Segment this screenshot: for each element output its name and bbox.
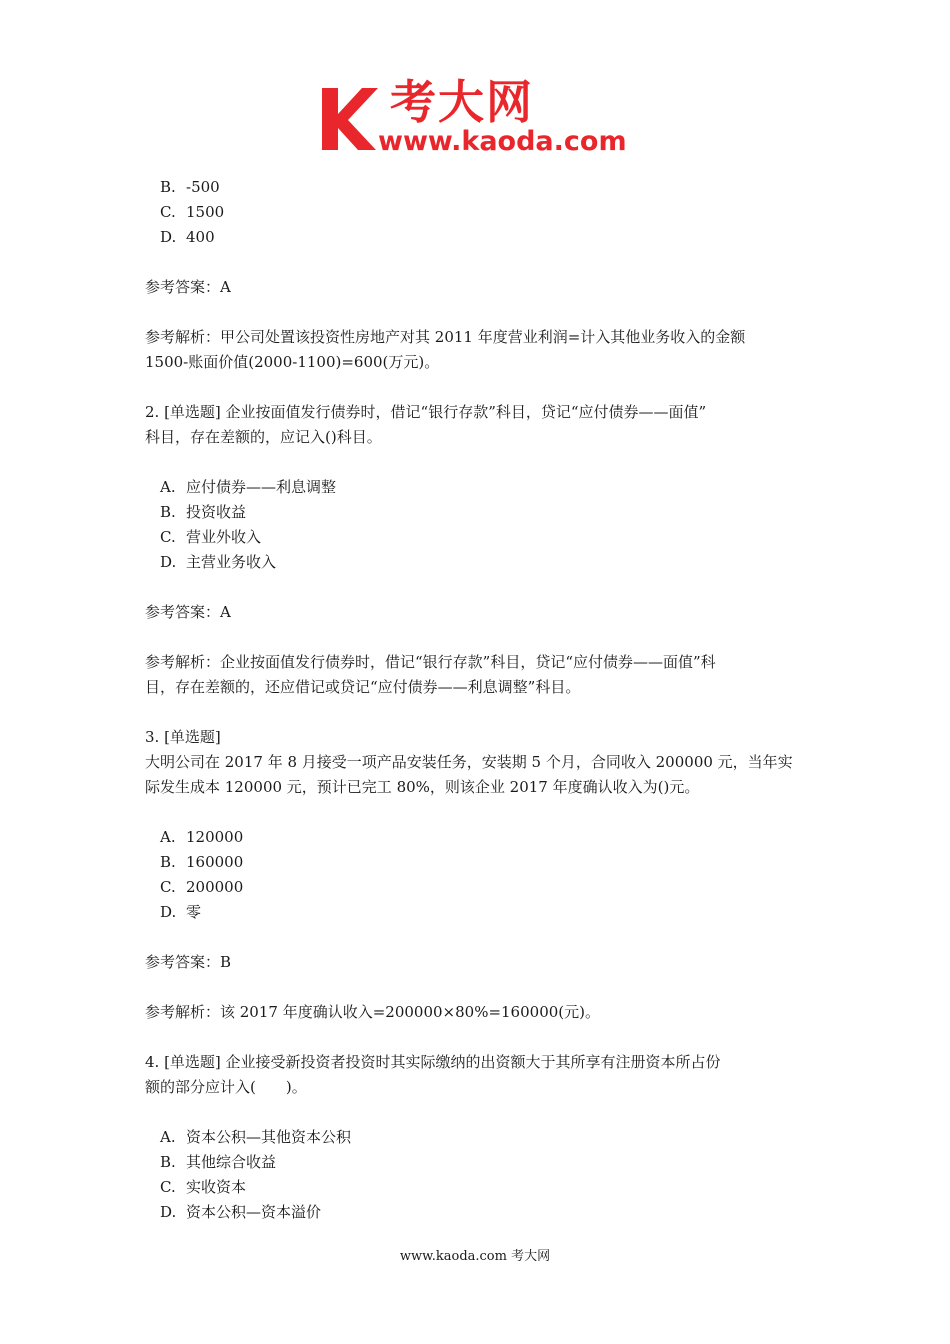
q1-analysis-line: 1500-账面价值(2000-1100)=600(万元)。 <box>145 353 440 371</box>
q4-option-b: B. 其他综合收益 <box>160 1153 277 1171</box>
q2-option-b: B. 投资收益 <box>160 503 247 521</box>
page-footer: www.kaoda.com 考大网 <box>399 1249 551 1264</box>
q1-analysis-line: 参考解析：甲公司处置该投资性房地产对其 2011 年度营业利润=计入其他业务收入的金额 <box>145 328 746 346</box>
q1-option-d: D. 400 <box>160 228 215 246</box>
q1-answer: 参考答案：A <box>145 278 231 296</box>
logo-brand-cn: 考大网 <box>390 75 534 129</box>
q3-option-d: D. 零 <box>160 903 202 921</box>
q2-option-d: D. 主营业务收入 <box>160 553 277 571</box>
q2-stem-line: 科目，存在差额的，应记入()科目。 <box>145 428 382 446</box>
q2-answer: 参考答案：A <box>145 603 231 621</box>
q3-stem-line: 大明公司在 2017 年 8 月接受一项产品安装任务，安装期 5 个月，合同收入 200000 元，当年实 <box>145 753 793 771</box>
q2-option-a: A. 应付债券——利息调整 <box>160 478 337 496</box>
q3-stem-line: 3. [单选题] <box>145 728 221 746</box>
q4-option-a: A. 资本公积—其他资本公积 <box>160 1128 352 1146</box>
q2-option-c: C. 营业外收入 <box>160 528 262 546</box>
q3-option-a: A. 120000 <box>160 828 244 846</box>
question-content <box>145 175 815 1225</box>
q1-options <box>145 175 815 250</box>
q4-stem-line: 额的部分应计入( )。 <box>145 1078 307 1096</box>
k-logo-icon <box>318 84 380 154</box>
logo-brand-url: www.kaoda.com <box>378 126 627 157</box>
q3-stem-line: 际发生成本 120000 元，预计已完工 80%，则该企业 2017 年度确认收入为()元。 <box>145 778 700 796</box>
q1-option-b: B. -500 <box>160 178 220 196</box>
q3-option-c: C. 200000 <box>160 878 244 896</box>
q2-stem-line: 2. [单选题] 企业按面值发行债券时，借记“银行存款”科目，贷记“应付债券——面值” <box>145 403 707 421</box>
q3-option-b: B. 160000 <box>160 853 244 871</box>
q4-option-d: D. 资本公积—资本溢价 <box>160 1203 322 1221</box>
q3-answer: 参考答案：B <box>145 953 232 971</box>
q2-analysis-line: 参考解析：企业按面值发行债券时，借记“银行存款”科目，贷记“应付债券——面值”科 <box>145 653 716 671</box>
kaoda-logo <box>318 75 638 160</box>
q4-option-c: C. 实收资本 <box>160 1178 247 1196</box>
q1-option-c: C. 1500 <box>160 203 225 221</box>
q4-stem-line: 4. [单选题] 企业接受新投资者投资时其实际缴纳的出资额大于其所享有注册资本所占份 <box>145 1053 721 1071</box>
q3-analysis-line: 参考解析：该 2017 年度确认收入=200000×80%=160000(元)。 <box>145 1003 600 1021</box>
q2-analysis-line: 目，存在差额的，还应借记或贷记“应付债券——利息调整”科目。 <box>145 678 581 696</box>
